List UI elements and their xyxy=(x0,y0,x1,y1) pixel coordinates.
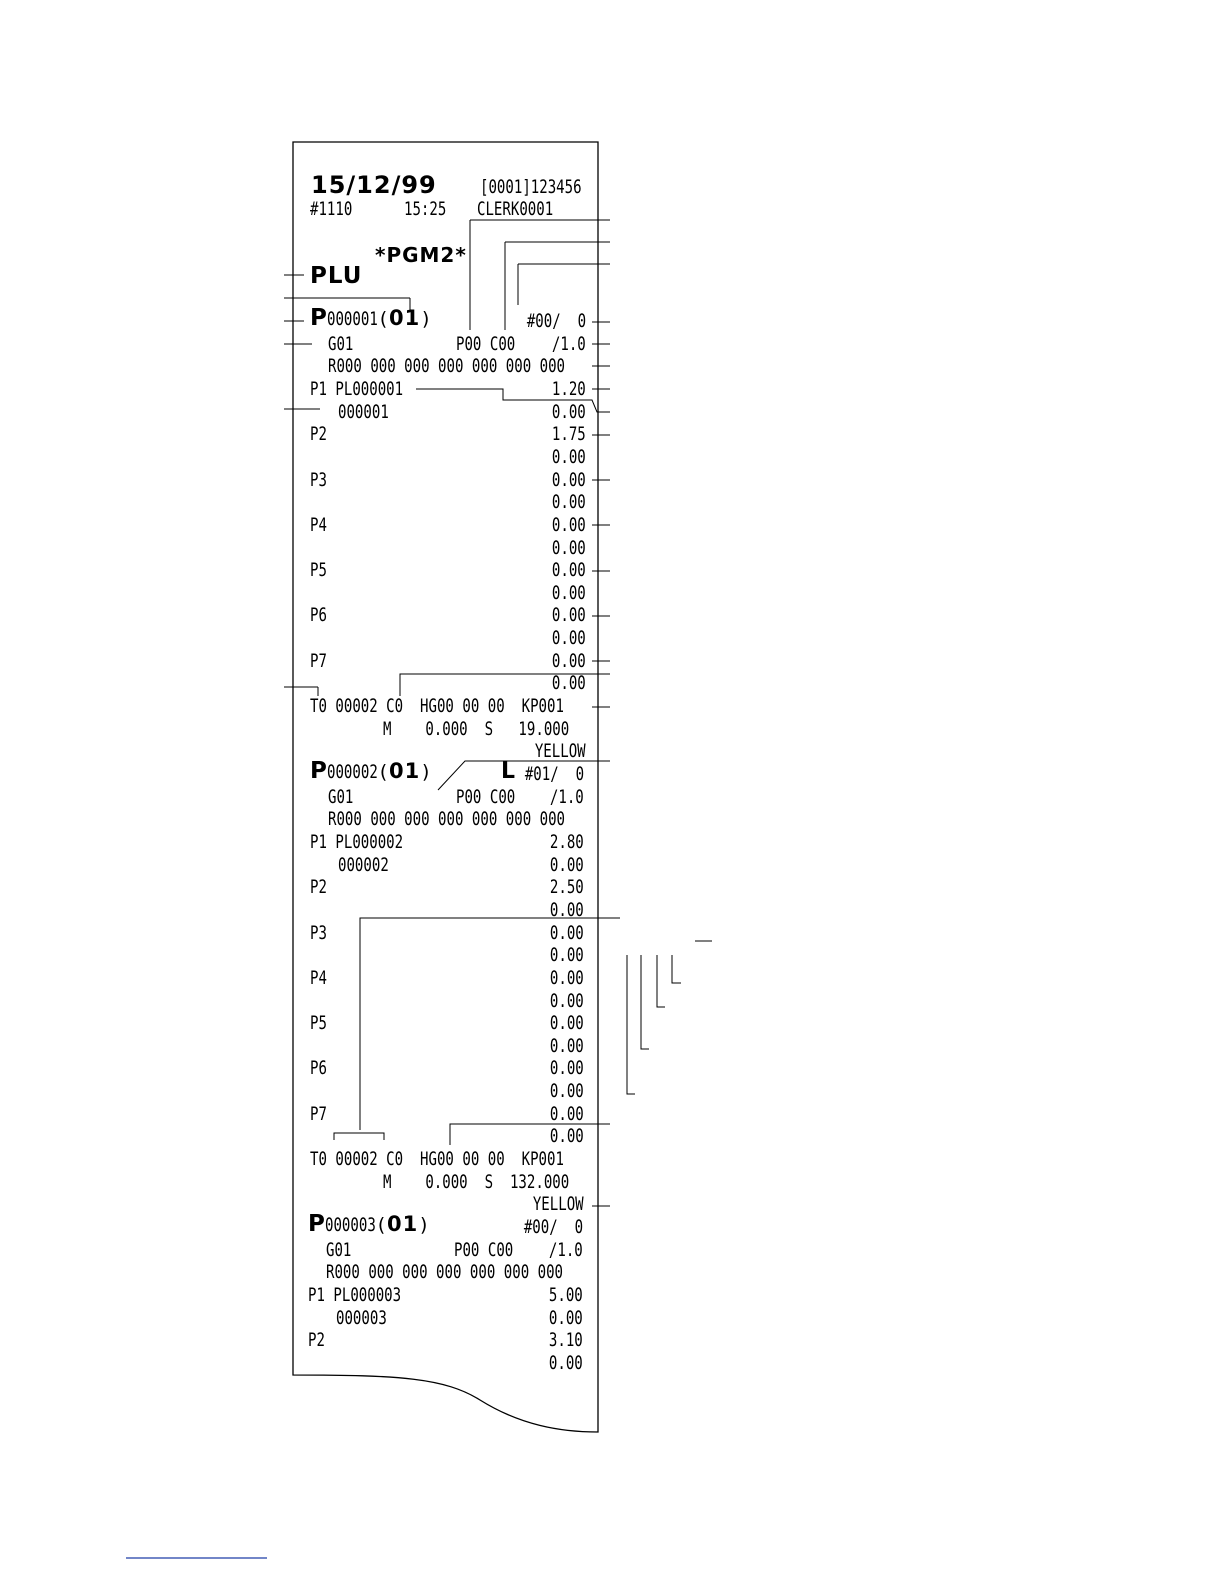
plu-text-1: P1 PL000001 xyxy=(310,377,404,400)
price-level-alt-value: 0.00 xyxy=(550,898,584,921)
plu-dept-number: 01 xyxy=(388,759,421,783)
plu-dept-number: 01 xyxy=(388,306,421,330)
price-level-value: 2.50 xyxy=(550,876,584,899)
print-time: 15:25 xyxy=(404,198,447,220)
stock-line: M 0.000 S 132.000 xyxy=(383,1170,570,1193)
price-level-label: P3 xyxy=(310,921,327,944)
price-level-label: P7 xyxy=(310,649,327,672)
price-group: P00 C00 xyxy=(456,785,516,808)
price-level-value: 1.75 xyxy=(552,423,586,446)
price-level-value: 0.00 xyxy=(552,649,586,672)
price-level-alt-value: 0.00 xyxy=(549,1351,583,1374)
tax-status-line: T0 00002 C0 HG00 00 00 KP001 xyxy=(310,1148,564,1171)
price-level-value: 0.00 xyxy=(550,1102,584,1125)
price-level-alt-value: 0.00 xyxy=(552,627,586,650)
price-level-label: P2 xyxy=(308,1329,325,1352)
price-level-value: 0.00 xyxy=(552,604,586,627)
plu-code xyxy=(310,307,432,330)
price-level-1: 1.20 xyxy=(552,377,586,400)
plu-code-prefix: P xyxy=(310,758,327,784)
price-level-alt-value: 0.00 xyxy=(550,1034,584,1057)
clerk-name: CLERK0001 xyxy=(477,198,554,220)
price-level-alt-value: 0.00 xyxy=(550,1125,584,1148)
price-level-value: 0.00 xyxy=(552,559,586,582)
dept-open-paren: ( xyxy=(377,308,389,330)
price-level-label: P6 xyxy=(310,1057,327,1080)
price-level-value: 0.00 xyxy=(552,513,586,536)
group-number: G01 xyxy=(326,1238,352,1261)
price-level-alt-value: 0.00 xyxy=(550,989,584,1012)
mode-title: *PGM2* xyxy=(375,243,467,267)
price-level-value: 3.10 xyxy=(549,1329,583,1352)
plu-code-number: 000001 xyxy=(326,308,378,330)
plu-code-number: 000003 xyxy=(324,1214,376,1236)
print-date: 15/12/99 xyxy=(311,171,437,199)
plu-color: YELLOW xyxy=(535,740,586,763)
price-level-label: P2 xyxy=(310,876,327,899)
plu-dept-number: 01 xyxy=(386,1212,419,1236)
dept-close-paren: ) xyxy=(420,308,432,330)
price-level-1-alt: 0.00 xyxy=(550,853,584,876)
dept-open-paren: ( xyxy=(377,761,389,783)
dept-close-paren: ) xyxy=(420,761,432,783)
quantity-factor: /1.0 xyxy=(550,785,584,808)
linked-plu: #01/ 0 xyxy=(524,763,584,785)
function-flags: R000 000 000 000 000 000 000 xyxy=(326,1261,564,1284)
price-level-label: P4 xyxy=(310,513,327,536)
price-group: P00 C00 xyxy=(454,1238,514,1261)
price-level-value: 0.00 xyxy=(552,468,586,491)
price-level-value: 0.00 xyxy=(550,1057,584,1080)
price-level-alt-value: 0.00 xyxy=(552,445,586,468)
price-level-label: P6 xyxy=(310,604,327,627)
plu-code xyxy=(308,1213,430,1236)
linked-plu: #00/ 0 xyxy=(523,1216,583,1238)
price-level-label: P3 xyxy=(310,468,327,491)
link-mark: L xyxy=(501,759,516,784)
price-level-label: P5 xyxy=(310,559,327,582)
price-level-label: P4 xyxy=(310,966,327,989)
function-flags: R000 000 000 000 000 000 000 xyxy=(328,808,566,831)
price-level-1: 5.00 xyxy=(549,1283,583,1306)
price-level-label: P7 xyxy=(310,1102,327,1125)
plu-text-2: 000001 xyxy=(338,400,389,423)
plu-text-1: P1 PL000002 xyxy=(310,830,404,853)
plu-text-1: P1 PL000003 xyxy=(308,1283,402,1306)
price-level-1: 2.80 xyxy=(550,830,584,853)
consecutive-number: #1110 xyxy=(310,198,353,220)
group-number: G01 xyxy=(328,332,354,355)
plu-text-2: 000002 xyxy=(338,853,389,876)
price-group: P00 C00 xyxy=(456,332,516,355)
price-level-value: 0.00 xyxy=(550,921,584,944)
price-level-1-alt: 0.00 xyxy=(552,400,586,423)
price-level-alt-value: 0.00 xyxy=(550,1080,584,1103)
price-level-alt-value: 0.00 xyxy=(552,491,586,514)
price-level-1-alt: 0.00 xyxy=(549,1306,583,1329)
price-level-label: P2 xyxy=(310,423,327,446)
dept-close-paren: ) xyxy=(418,1214,430,1236)
price-level-value: 0.00 xyxy=(550,1012,584,1035)
quantity-factor: /1.0 xyxy=(552,332,586,355)
plu-code-prefix: P xyxy=(310,305,327,331)
stock-line: M 0.000 S 19.000 xyxy=(383,717,570,740)
machine-serial: [0001]123456 xyxy=(480,176,582,198)
linked-plu: #00/ 0 xyxy=(526,310,586,332)
plu-code xyxy=(310,760,432,783)
price-level-alt-value: 0.00 xyxy=(552,672,586,695)
price-level-label: P5 xyxy=(310,1012,327,1035)
price-level-alt-value: 0.00 xyxy=(552,536,586,559)
price-level-value: 0.00 xyxy=(550,966,584,989)
price-level-alt-value: 0.00 xyxy=(550,944,584,967)
price-level-alt-value: 0.00 xyxy=(552,581,586,604)
report-title: PLU xyxy=(310,263,363,289)
quantity-factor: /1.0 xyxy=(549,1238,583,1261)
tax-status-line: T0 00002 C0 HG00 00 00 KP001 xyxy=(310,695,564,718)
dept-open-paren: ( xyxy=(375,1214,387,1236)
plu-code-prefix: P xyxy=(308,1211,325,1237)
group-number: G01 xyxy=(328,785,354,808)
function-flags: R000 000 000 000 000 000 000 xyxy=(328,355,566,378)
plu-color: YELLOW xyxy=(533,1193,584,1216)
plu-text-2: 000003 xyxy=(336,1306,387,1329)
plu-code-number: 000002 xyxy=(326,761,378,783)
